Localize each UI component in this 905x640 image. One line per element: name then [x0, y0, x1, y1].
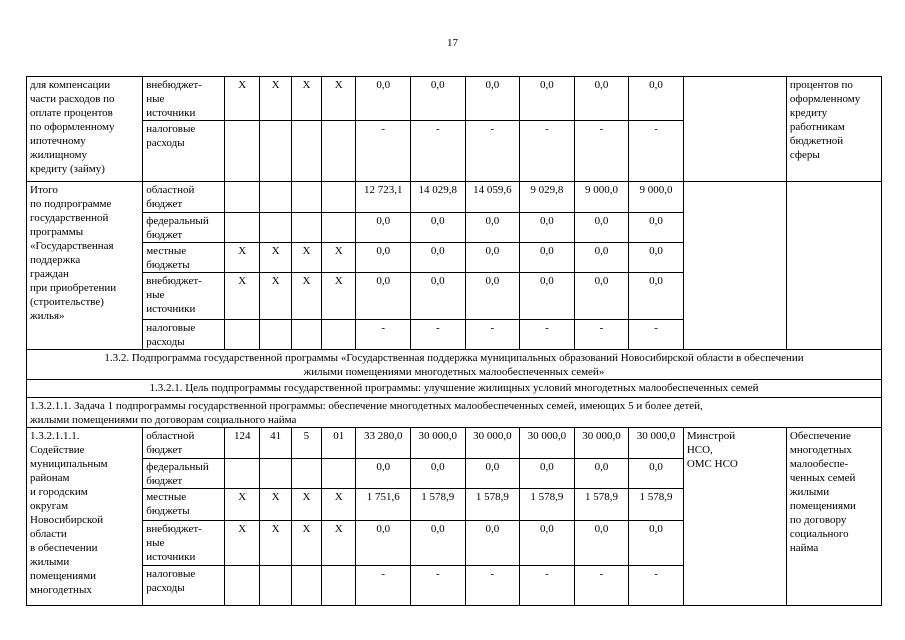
- cell-text-line: ипотечному: [30, 135, 86, 147]
- year-value-cell: -: [411, 566, 466, 606]
- budget-code-cell: X: [260, 77, 291, 121]
- budget-code-cell: X: [291, 521, 321, 566]
- cell-text-line: бюджет: [146, 229, 183, 241]
- year-value-cell: -: [356, 566, 411, 606]
- year-value-cell: 0,0: [629, 243, 684, 273]
- cell-text-line: «Государственная: [30, 240, 114, 252]
- year-value-cell: 0,0: [574, 213, 629, 243]
- year-value-cell: 0,0: [411, 213, 466, 243]
- year-value-cell: -: [465, 121, 520, 182]
- cell-text-line: источники: [146, 303, 196, 315]
- budget-code-cell: X: [260, 273, 291, 320]
- budget-code-cell: X: [225, 521, 260, 566]
- funding-source-cell: [143, 521, 225, 566]
- year-value-cell: -: [465, 566, 520, 606]
- cell-text-line: жилыми помещениями по договорам социального найма: [30, 414, 297, 426]
- year-value-cell: 0,0: [465, 459, 520, 489]
- year-value-cell: 0,0: [356, 77, 411, 121]
- cell-text-line: местные: [146, 491, 187, 503]
- year-value-cell: 1 751,6: [356, 489, 411, 521]
- year-value-cell: 0,0: [465, 243, 520, 273]
- budget-code-cell: X: [322, 489, 356, 521]
- cell-text-line: и городским: [30, 486, 88, 498]
- executor-cell: [683, 182, 786, 350]
- budget-code-cell: [322, 182, 356, 213]
- budget-code-cell: X: [322, 521, 356, 566]
- cell-text-line: сферы: [789, 149, 820, 161]
- program-name-cell: [27, 77, 143, 182]
- cell-text-line: жилыми: [30, 556, 70, 568]
- budget-code-cell: X: [225, 77, 260, 121]
- budget-code-cell: X: [225, 273, 260, 320]
- budget-code-cell: 01: [322, 428, 356, 459]
- cell-text-line: поддержка: [30, 254, 81, 266]
- funding-source-cell: [143, 428, 225, 459]
- budget-code-cell: [225, 182, 260, 213]
- program-name-cell: [27, 428, 143, 606]
- cell-text-line: внебюджет-: [146, 275, 202, 287]
- budget-code-cell: X: [291, 489, 321, 521]
- cell-text-line: 1.3.2. Подпрограмма государственной программы «Государственная поддержка муниципальных образований Новосибирской области в обеспечении: [104, 352, 804, 364]
- budget-code-cell: [260, 121, 291, 182]
- cell-text-line: источники: [146, 551, 196, 563]
- funding-source-cell: [143, 77, 225, 121]
- budget-code-cell: [322, 121, 356, 182]
- year-value-cell: -: [520, 566, 575, 606]
- year-value-cell: -: [411, 121, 466, 182]
- year-value-cell: 0,0: [411, 459, 466, 489]
- expected-result-cell: [786, 77, 881, 182]
- budget-code-cell: X: [291, 243, 321, 273]
- year-value-cell: 0,0: [465, 213, 520, 243]
- cell-text-line: федеральный: [146, 215, 209, 227]
- budget-code-cell: [291, 566, 321, 606]
- cell-text-line: источники: [146, 107, 196, 119]
- budget-code-cell: [322, 459, 356, 489]
- cell-text-line: расходы: [146, 137, 185, 149]
- year-value-cell: 0,0: [574, 459, 629, 489]
- year-value-cell: 14 059,6: [465, 182, 520, 213]
- cell-text-line: многодетных: [789, 444, 852, 456]
- executor-cell: [683, 77, 786, 182]
- year-value-cell: 33 280,0: [356, 428, 411, 459]
- budget-code-cell: [225, 320, 260, 350]
- cell-text-line: по оформленному: [30, 121, 115, 133]
- cell-text-line: при приобретении: [30, 282, 117, 294]
- budget-code-cell: [225, 121, 260, 182]
- cell-text-line: помещениями: [30, 570, 97, 582]
- year-value-cell: 0,0: [411, 243, 466, 273]
- year-value-cell: -: [574, 320, 629, 350]
- cell-text-line: Минстрой: [686, 430, 736, 442]
- budget-code-cell: 124: [225, 428, 260, 459]
- cell-text-line: областной: [146, 430, 195, 442]
- year-value-cell: 1 578,9: [574, 489, 629, 521]
- cell-text-line: 1.3.2.1.1. Задача 1 подпрограммы государственной программы: обеспечение многодетных малообеспеченных семей, имеющих 5 и более детей,: [30, 400, 703, 412]
- year-value-cell: 30 000,0: [465, 428, 520, 459]
- cell-text-line: области: [30, 528, 67, 540]
- year-value-cell: 0,0: [629, 213, 684, 243]
- cell-text-line: в обеспечении: [30, 542, 98, 554]
- cell-text-line: жилыми помещениями многодетных малообеспеченных семей»: [303, 366, 605, 378]
- funding-source-cell: [143, 273, 225, 320]
- budget-code-cell: [322, 566, 356, 606]
- year-value-cell: 0,0: [356, 273, 411, 320]
- cell-text-line: областной: [146, 184, 195, 196]
- year-value-cell: 9 000,0: [629, 182, 684, 213]
- table-row: [27, 398, 882, 428]
- budget-code-cell: 41: [260, 428, 291, 459]
- cell-text-line: внебюджет-: [146, 79, 202, 91]
- year-value-cell: -: [574, 121, 629, 182]
- year-value-cell: 0,0: [520, 213, 575, 243]
- budget-code-cell: [260, 459, 291, 489]
- cell-text-line: Новосибирской: [30, 514, 104, 526]
- subprogram-heading: [27, 350, 882, 380]
- year-value-cell: 0,0: [629, 273, 684, 320]
- cell-text-line: ные: [146, 537, 165, 549]
- year-value-cell: 0,0: [520, 521, 575, 566]
- year-value-cell: 0,0: [465, 521, 520, 566]
- budget-table: [26, 76, 882, 606]
- year-value-cell: 1 578,9: [520, 489, 575, 521]
- cell-text-line: расходы: [146, 336, 185, 348]
- year-value-cell: -: [356, 121, 411, 182]
- budget-code-cell: X: [260, 243, 291, 273]
- cell-text-line: бюджеты: [146, 259, 190, 271]
- program-name-cell: [27, 182, 143, 350]
- year-value-cell: 30 000,0: [629, 428, 684, 459]
- funding-source-cell: [143, 182, 225, 213]
- budget-code-cell: X: [291, 77, 321, 121]
- budget-code-cell: 5: [291, 428, 321, 459]
- budget-code-cell: [291, 213, 321, 243]
- cell-text-line: бюджет: [146, 198, 183, 210]
- cell-text-line: расходы: [146, 582, 185, 594]
- cell-text-line: для компенсации: [30, 79, 111, 91]
- cell-text-line: граждан: [30, 268, 69, 280]
- year-value-cell: 0,0: [520, 77, 575, 121]
- cell-text-line: округам: [30, 500, 69, 512]
- year-value-cell: 0,0: [520, 243, 575, 273]
- cell-text-line: программы: [30, 226, 84, 238]
- cell-text-line: малообеспе-: [789, 458, 849, 470]
- year-value-cell: -: [574, 566, 629, 606]
- cell-text-line: найма: [789, 542, 819, 554]
- budget-code-cell: [260, 182, 291, 213]
- cell-text-line: оплате процентов: [30, 107, 113, 119]
- budget-code-cell: X: [225, 489, 260, 521]
- funding-source-cell: [143, 459, 225, 489]
- executor-cell: [683, 428, 786, 606]
- year-value-cell: 0,0: [356, 243, 411, 273]
- funding-source-cell: [143, 320, 225, 350]
- year-value-cell: 1 578,9: [465, 489, 520, 521]
- cell-text-line: кредиту (займу): [30, 163, 105, 175]
- cell-text-line: по договору: [789, 514, 847, 526]
- budget-code-cell: X: [260, 489, 291, 521]
- cell-text-line: жилыми: [789, 486, 830, 498]
- budget-code-cell: [291, 121, 321, 182]
- budget-code-cell: [225, 213, 260, 243]
- task-heading: [27, 398, 882, 428]
- funding-source-cell: [143, 121, 225, 182]
- cell-text-line: части расходов по: [30, 93, 115, 105]
- budget-code-cell: [322, 213, 356, 243]
- year-value-cell: 0,0: [574, 243, 629, 273]
- budget-code-cell: X: [322, 273, 356, 320]
- funding-source-cell: [143, 243, 225, 273]
- cell-text-line: по подпрограмме: [30, 198, 112, 210]
- cell-text-line: Содействие: [30, 444, 85, 456]
- cell-text-line: бюджетной: [789, 135, 844, 147]
- cell-text-line: местные: [146, 245, 187, 257]
- cell-text-line: оформленному: [789, 93, 861, 105]
- year-value-cell: 9 000,0: [574, 182, 629, 213]
- year-value-cell: -: [356, 320, 411, 350]
- year-value-cell: -: [629, 320, 684, 350]
- budget-code-cell: [291, 320, 321, 350]
- cell-text-line: федеральный: [146, 461, 209, 473]
- year-value-cell: 0,0: [411, 77, 466, 121]
- cell-text-line: процентов по: [789, 79, 853, 91]
- cell-text-line: работникам: [789, 121, 845, 133]
- year-value-cell: 0,0: [629, 77, 684, 121]
- cell-text-line: 1.3.2.1.1.1.: [30, 430, 80, 442]
- cell-text-line: помещениями: [789, 500, 856, 512]
- budget-code-cell: [260, 213, 291, 243]
- year-value-cell: 0,0: [356, 213, 411, 243]
- cell-text-line: бюджет: [146, 444, 183, 456]
- cell-text-line: многодетных: [30, 584, 92, 596]
- cell-text-line: внебюджет-: [146, 523, 202, 535]
- year-value-cell: 0,0: [465, 273, 520, 320]
- year-value-cell: -: [629, 121, 684, 182]
- budget-code-cell: X: [322, 243, 356, 273]
- year-value-cell: 1 578,9: [629, 489, 684, 521]
- year-value-cell: 0,0: [356, 459, 411, 489]
- cell-text-line: бюджеты: [146, 505, 190, 517]
- cell-text-line: налоговые: [146, 123, 196, 135]
- table-row: [27, 380, 882, 398]
- cell-text-line: налоговые: [146, 568, 196, 580]
- budget-code-cell: [260, 566, 291, 606]
- cell-text-line: Итого: [30, 184, 58, 196]
- cell-text-line: налоговые: [146, 322, 196, 334]
- year-value-cell: 12 723,1: [356, 182, 411, 213]
- year-value-cell: 14 029,8: [411, 182, 466, 213]
- year-value-cell: 1 578,9: [411, 489, 466, 521]
- cell-text-line: муниципальным: [30, 458, 108, 470]
- year-value-cell: 30 000,0: [574, 428, 629, 459]
- cell-text-line: бюджет: [146, 475, 183, 487]
- cell-text-line: жилья»: [30, 310, 65, 322]
- budget-code-cell: [225, 459, 260, 489]
- year-value-cell: 0,0: [520, 459, 575, 489]
- funding-source-cell: [143, 489, 225, 521]
- page-number: 17: [447, 37, 458, 49]
- cell-text-line: ные: [146, 93, 165, 105]
- year-value-cell: 9 029,8: [520, 182, 575, 213]
- goal-heading: 1.3.2.1. Цель подпрограммы государственной программы: улучшение жилищных условий многодетных малообеспеченных семей: [27, 380, 882, 398]
- cell-text-line: ные: [146, 289, 165, 301]
- cell-text-line: кредиту: [789, 107, 828, 119]
- budget-code-cell: X: [225, 243, 260, 273]
- year-value-cell: 0,0: [520, 273, 575, 320]
- cell-text-line: социального: [789, 528, 849, 540]
- budget-code-cell: [260, 320, 291, 350]
- year-value-cell: 0,0: [411, 521, 466, 566]
- year-value-cell: -: [520, 121, 575, 182]
- year-value-cell: 0,0: [629, 459, 684, 489]
- cell-text-line: государственной: [30, 212, 109, 224]
- year-value-cell: 0,0: [574, 521, 629, 566]
- year-value-cell: 30 000,0: [411, 428, 466, 459]
- year-value-cell: 0,0: [411, 273, 466, 320]
- table-row: [27, 428, 882, 459]
- cell-text-line: ОМС НСО: [686, 458, 738, 470]
- cell-text-line: районам: [30, 472, 70, 484]
- table-row: [27, 350, 882, 380]
- budget-code-cell: X: [260, 521, 291, 566]
- table-row: [27, 77, 882, 121]
- table-row: [27, 182, 882, 213]
- budget-code-cell: X: [322, 77, 356, 121]
- cell-text-line: НСО,: [686, 444, 713, 456]
- year-value-cell: 30 000,0: [520, 428, 575, 459]
- budget-code-cell: [225, 566, 260, 606]
- year-value-cell: -: [629, 566, 684, 606]
- budget-code-cell: [291, 182, 321, 213]
- cell-text-line: Обеспечение: [789, 430, 851, 442]
- year-value-cell: 0,0: [465, 77, 520, 121]
- year-value-cell: 0,0: [574, 77, 629, 121]
- budget-code-cell: [322, 320, 356, 350]
- year-value-cell: 0,0: [574, 273, 629, 320]
- cell-text-line: ченных семей: [789, 472, 856, 484]
- budget-code-cell: [291, 459, 321, 489]
- year-value-cell: 0,0: [629, 521, 684, 566]
- cell-text-line: (строительстве): [30, 296, 104, 308]
- expected-result-cell: [786, 428, 881, 606]
- year-value-cell: 0,0: [356, 521, 411, 566]
- budget-code-cell: X: [291, 273, 321, 320]
- funding-source-cell: [143, 213, 225, 243]
- year-value-cell: -: [520, 320, 575, 350]
- year-value-cell: -: [465, 320, 520, 350]
- expected-result-cell: [786, 182, 881, 350]
- year-value-cell: -: [411, 320, 466, 350]
- funding-source-cell: [143, 566, 225, 606]
- cell-text-line: жилищному: [30, 149, 87, 161]
